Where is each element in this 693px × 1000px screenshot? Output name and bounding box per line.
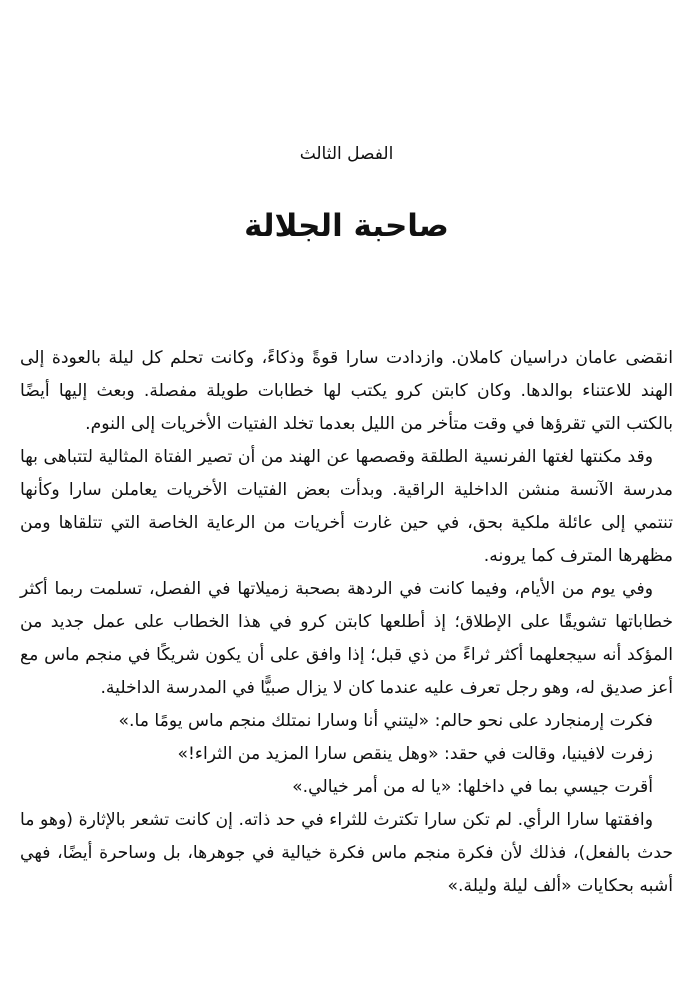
dialogue-line: فكرت إرمنجارد على نحو حالم: «ليتني أنا وسارا نمتلك منجم ماس يومًا ما.»: [118, 711, 653, 731]
chapter-body: [20, 342, 673, 903]
chapter-label: الفصل الثالث: [299, 144, 394, 164]
paragraph: انقضى عامان دراسيان كاملان. وازدادت سارا قوةً وذكاءً، وكانت تحلم كل ليلة بالعودة إلى الهند للاعتناء بوالدها. وكان كابتن كرو يكتب لها خطابات طويلة مفصلة. وبعث إليها أيضًا بالكتب التي تقرؤها في وقت متأخر من الليل بعدما تخلد الفتيات الأخريات إلى النوم.: [20, 348, 673, 434]
paragraph: وقد مكنتها لغتها الفرنسية الطلقة وقصصها عن الهند من أن تصير الفتاة المثالية لتتباهى بها مدرسة الآنسة منشن الداخلية الراقية. وبدأت بعض الفتيات الأخريات يعاملن سارا وكأنها تنتمي إلى عائلة ملكية بحق، في حين غارت أخريات من الرعاية الخاصة التي تتلقاها ومن مظهرها المترف كما يرونه.: [20, 447, 673, 566]
chapter-title: صاحبة الجلالة: [244, 208, 449, 244]
dialogue-line: أقرت جيسي بما في داخلها: «يا له من أمر خيالي.»: [292, 777, 653, 797]
paragraph: وفي يوم من الأيام، وفيما كانت في الردهة بصحبة زميلاتها في الفصل، تسلمت ربما أكثر خطاباتها تشويقًا على الإطلاق؛ إذ أطلعها كابتن كرو في هذا الخطاب على عمل جديد من المؤكد أنه سيجعلهما أكثر ثراءً من ذي قبل؛ إذا وافق على أن يكون شريكًا في منجم ماس مع أعز صديق له، وهو رجل تعرف عليه عندما كان لا يزال صبيًّا في المدرسة الداخلية.: [20, 579, 673, 698]
dialogue-line: زفرت لافينيا، وقالت في حقد: «وهل ينقص سارا المزيد من الثراء!»: [177, 744, 653, 764]
paragraph: وافقتها سارا الرأي. لم تكن سارا تكترث للثراء في حد ذاته. إن كانت تشعر بالإثارة (وهو ما حدث بالفعل)، فذلك لأن فكرة منجم ماس فكرة خيالية في جوهرها، بل وساحرة أيضًا، فهي أشبه بحكايات «ألف ليلة وليلة.»: [20, 810, 673, 896]
